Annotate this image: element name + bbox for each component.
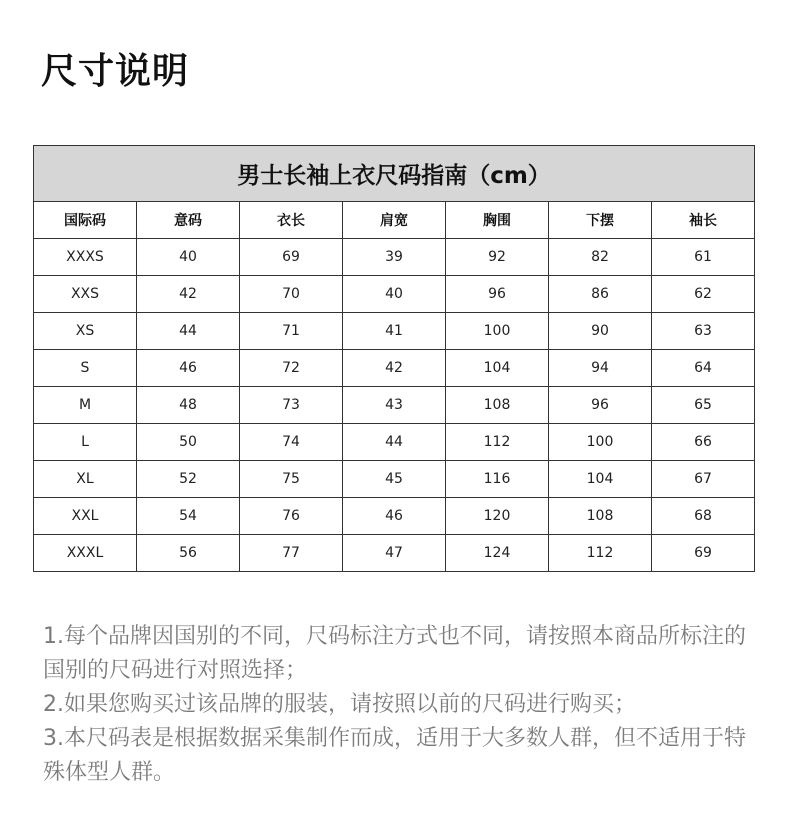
- measurement-cell: 74: [240, 424, 343, 461]
- size-label-cell: M: [34, 387, 137, 424]
- table-row: [34, 461, 755, 498]
- column-header: 国际码: [34, 202, 137, 239]
- column-header: 肩宽: [343, 202, 446, 239]
- measurement-cell: 50: [137, 424, 240, 461]
- measurement-cell: 46: [343, 498, 446, 535]
- measurement-cell: 112: [549, 535, 652, 572]
- measurement-cell: 40: [343, 276, 446, 313]
- measurement-cell: 76: [240, 498, 343, 535]
- measurement-cell: 71: [240, 313, 343, 350]
- measurement-cell: 63: [652, 313, 755, 350]
- measurement-cell: 108: [549, 498, 652, 535]
- size-label-cell: XS: [34, 313, 137, 350]
- measurement-cell: 43: [343, 387, 446, 424]
- column-header: 衣长: [240, 202, 343, 239]
- measurement-cell: 62: [652, 276, 755, 313]
- table-row: [34, 239, 755, 276]
- measurement-cell: 100: [446, 313, 549, 350]
- size-label-cell: S: [34, 350, 137, 387]
- measurement-cell: 124: [446, 535, 549, 572]
- table-row: [34, 498, 755, 535]
- measurement-cell: 44: [137, 313, 240, 350]
- measurement-cell: 45: [343, 461, 446, 498]
- size-label-cell: XXL: [34, 498, 137, 535]
- size-label-cell: L: [34, 424, 137, 461]
- measurement-cell: 69: [652, 535, 755, 572]
- column-header: 下摆: [549, 202, 652, 239]
- measurement-cell: 68: [652, 498, 755, 535]
- table-row: [34, 387, 755, 424]
- table-row: [34, 424, 755, 461]
- measurement-cell: 96: [446, 276, 549, 313]
- measurement-cell: 42: [137, 276, 240, 313]
- measurement-cell: 47: [343, 535, 446, 572]
- table-row: [34, 276, 755, 313]
- measurement-cell: 100: [549, 424, 652, 461]
- measurement-cell: 67: [652, 461, 755, 498]
- measurement-cell: 116: [446, 461, 549, 498]
- measurement-cell: 86: [549, 276, 652, 313]
- size-notes: [43, 620, 758, 790]
- measurement-cell: 61: [652, 239, 755, 276]
- table-row: [34, 535, 755, 572]
- measurement-cell: 70: [240, 276, 343, 313]
- measurement-cell: 72: [240, 350, 343, 387]
- table-header-row: [34, 202, 755, 239]
- measurement-cell: 66: [652, 424, 755, 461]
- measurement-cell: 44: [343, 424, 446, 461]
- column-header: 袖长: [652, 202, 755, 239]
- measurement-cell: 90: [549, 313, 652, 350]
- column-header: 意码: [137, 202, 240, 239]
- measurement-cell: 69: [240, 239, 343, 276]
- measurement-cell: 120: [446, 498, 549, 535]
- note-item: 1.每个品牌因国别的不同，尺码标注方式也不同，请按照本商品所标注的国别的尺码进行对照选择；: [43, 624, 746, 683]
- measurement-cell: 64: [652, 350, 755, 387]
- column-header: 胸围: [446, 202, 549, 239]
- measurement-cell: 73: [240, 387, 343, 424]
- size-label-cell: XXXL: [34, 535, 137, 572]
- measurement-cell: 52: [137, 461, 240, 498]
- measurement-cell: 96: [549, 387, 652, 424]
- measurement-cell: 104: [549, 461, 652, 498]
- size-label-cell: XXS: [34, 276, 137, 313]
- measurement-cell: 48: [137, 387, 240, 424]
- measurement-cell: 39: [343, 239, 446, 276]
- measurement-cell: 56: [137, 535, 240, 572]
- page-title: 尺寸说明: [41, 51, 190, 92]
- note-item: 3.本尺码表是根据数据采集制作而成，适用于大多数人群，但不适用于特殊体型人群。: [43, 726, 746, 785]
- measurement-cell: 46: [137, 350, 240, 387]
- measurement-cell: 94: [549, 350, 652, 387]
- size-label-cell: XXXS: [34, 239, 137, 276]
- table-row: [34, 313, 755, 350]
- note-item: 2.如果您购买过该品牌的服装，请按照以前的尺码进行购买；: [43, 692, 636, 717]
- measurement-cell: 112: [446, 424, 549, 461]
- measurement-cell: 41: [343, 313, 446, 350]
- measurement-cell: 104: [446, 350, 549, 387]
- measurement-cell: 108: [446, 387, 549, 424]
- table-caption: 男士长袖上衣尺码指南（cm）: [34, 146, 755, 202]
- table-row: [34, 350, 755, 387]
- measurement-cell: 65: [652, 387, 755, 424]
- size-chart-table: [33, 145, 755, 572]
- measurement-cell: 82: [549, 239, 652, 276]
- size-label-cell: XL: [34, 461, 137, 498]
- measurement-cell: 40: [137, 239, 240, 276]
- measurement-cell: 42: [343, 350, 446, 387]
- measurement-cell: 77: [240, 535, 343, 572]
- measurement-cell: 75: [240, 461, 343, 498]
- measurement-cell: 92: [446, 239, 549, 276]
- measurement-cell: 54: [137, 498, 240, 535]
